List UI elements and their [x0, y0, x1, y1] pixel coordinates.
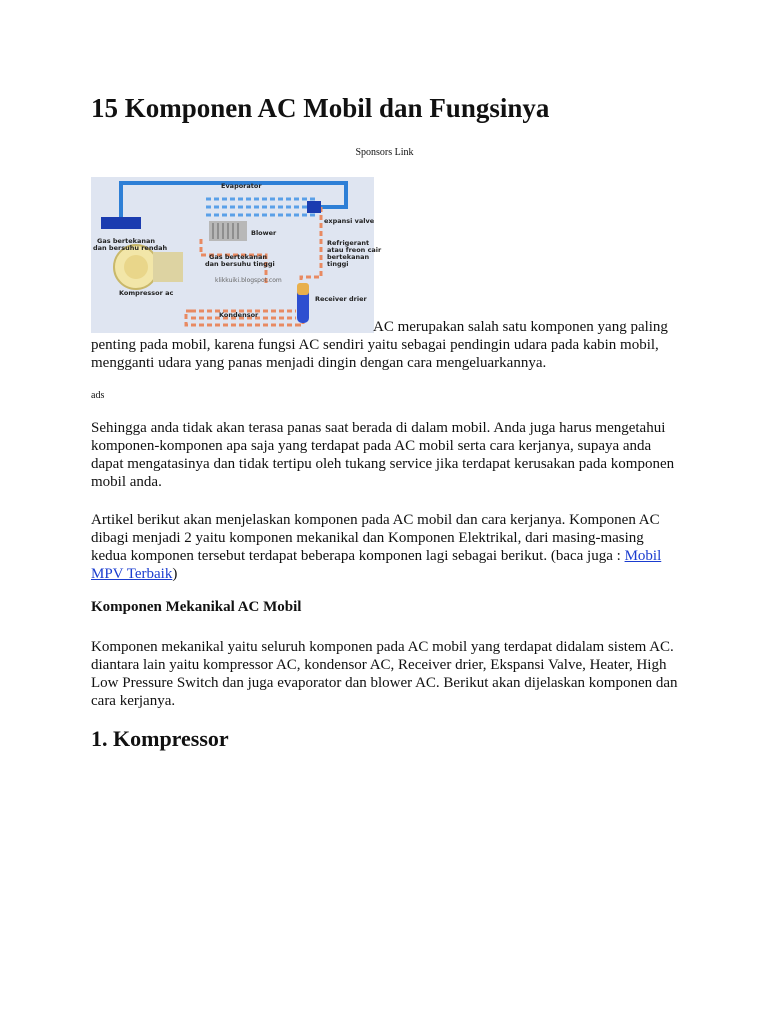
label-low-gas-1: Gas bertekanan — [97, 237, 155, 245]
sponsors-label: Sponsors Link — [355, 147, 414, 158]
intro-text: AC merupakan salah satu komponen yang paling penting pada mobil, karena fungsi AC sendiri yaitu sebagai pendingin udara pada kabin mobil, mengganti udara yang panas menjadi dingin dengan cara mengeluarkannya. — [91, 319, 668, 371]
label-evaporator: Evaporator — [221, 182, 262, 190]
blower — [209, 221, 247, 241]
label-compressor: Kompressor ac — [119, 289, 174, 297]
section-heading-kompressor: 1. Kompressor — [91, 726, 229, 751]
paragraph-2-close: ) — [172, 566, 178, 582]
label-low-gas-2: dan bersuhu rendah — [93, 244, 168, 252]
label-condenser: Kondensor — [219, 311, 259, 319]
label-refrigerant-1: Refrigerant — [327, 239, 370, 247]
label-high-gas-1: Gas bertekanan — [209, 253, 267, 261]
paragraph-1: Sehingga anda tidak akan terasa panas saat berada di dalam mobil. Anda juga harus mengetahui komponen-komponen apa saja yang terdapat pada AC mobil serta cara kerjanya, supaya anda dapat mengatasinya dan tidak tertipu oleh tukang service jika terdapat kerusakan pada komponen mobil anda. — [91, 420, 675, 490]
label-receiver: Receiver drier — [315, 295, 367, 303]
paragraph-2 — [91, 511, 681, 583]
image-spacer — [91, 330, 373, 331]
page-title: 15 Komponen AC Mobil dan Fungsinya — [91, 93, 550, 123]
paragraph-2-text: Artikel berikut akan menjelaskan komponen pada AC mobil dan cara kerjanya. Komponen AC dibagi menjadi 2 yaitu komponen mekanikal dan Komponen Elektrikal, dari masing-masing kedua komponen tersebut terdapat beberapa komponen lagi sebagai berikut. (baca juga : — [91, 512, 660, 564]
label-refrigerant-4: tinggi — [327, 260, 349, 268]
expansion-valve — [307, 201, 321, 213]
label-blower: Blower — [251, 229, 277, 237]
ac-system-diagram — [91, 177, 382, 333]
link-mobil-mpv-terbaik[interactable]: Mobil MPV Terbaik — [91, 548, 662, 582]
paragraph-3: Komponen mekanikal yaitu seluruh komponen pada AC mobil yang terdapat didalam sistem AC. diantara lain yaitu kompressor AC, kondensor AC, Receiver drier, Ekspansi Valve, Heater, High Low Pressure Switch dan juga evaporator dan blower AC. Berikut akan dijelaskan komponen dan cara kerjanya. — [91, 639, 678, 709]
label-high-gas-2: dan bersuhu tinggi — [205, 260, 275, 268]
watermark: klikkuiki.blogspot.com — [215, 277, 282, 284]
label-refrigerant-3: bertekanan — [327, 253, 370, 261]
label-refrigerant-2: atau freon cair — [327, 246, 382, 254]
intro-paragraph — [91, 318, 681, 372]
ads-label: ads — [91, 390, 105, 401]
receiver-drier — [297, 283, 309, 323]
subheading-mekanikal: Komponen Mekanikal AC Mobil — [91, 599, 302, 615]
label-expansion-valve: expansi valve — [324, 217, 375, 225]
